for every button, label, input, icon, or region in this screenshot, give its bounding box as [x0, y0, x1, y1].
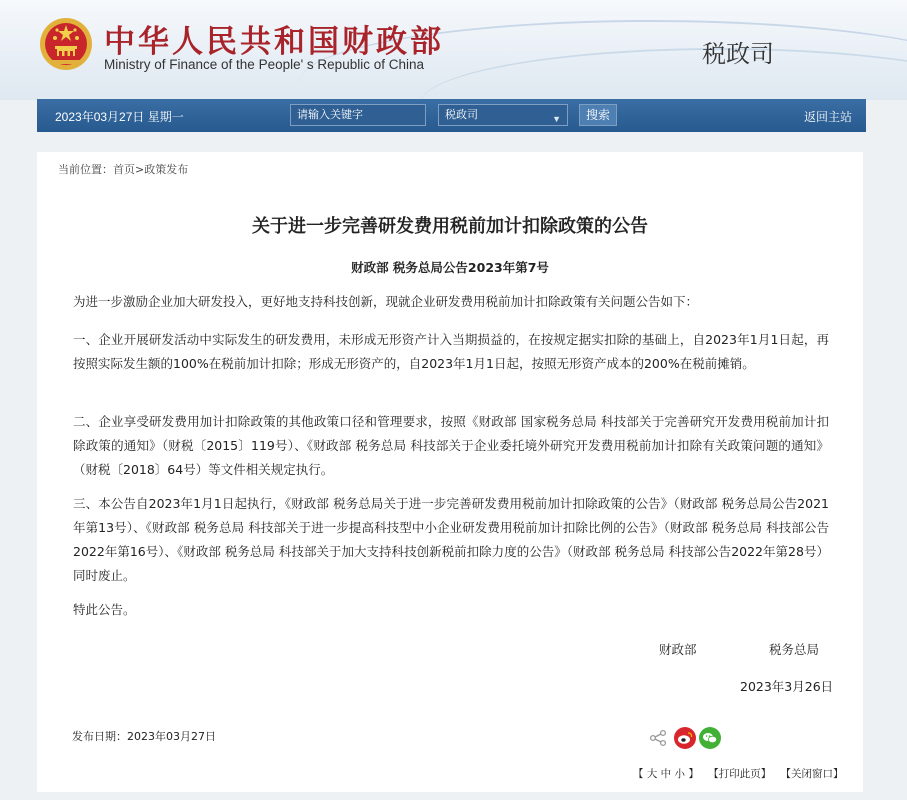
search-button[interactable]: 搜索: [579, 104, 617, 126]
share-icon[interactable]: [647, 727, 669, 749]
paragraph-3: 三、本公告自2023年1月1日起执行，《财政部 税务总局关于进一步完善研发费用税前加计扣除政策的公告》（财政部 税务总局公告2021年第13号）、《财政部 税务总局 科技部关于进一步提高科技型中小企业研发费用税前加计扣除比例的公告》（财政部 税务总局 科技部公告2022年第16号）、《财政部 税务总局 科技部关于加大支持科技创新税前扣除力度的公告》（财政部 税务总局 科技部公告2022年第28号）同时废止。: [73, 496, 829, 583]
article-panel: [37, 152, 863, 792]
weibo-icon[interactable]: [674, 727, 696, 749]
department-name: 税政司: [702, 40, 774, 68]
home-link[interactable]: 返回主站: [803, 110, 852, 124]
font-size-control[interactable]: 【 大 中 小 】: [633, 768, 699, 780]
department-select-value: 税政司: [445, 109, 478, 121]
publish-date: 发布日期：2023年03月27日: [72, 730, 216, 743]
breadcrumb[interactable]: 当前位置：首页>政策发布: [58, 163, 189, 176]
document-number: 财政部 税务总局公告2023年第7号: [351, 260, 549, 275]
paragraph-2: 二、企业享受研发费用加计扣除政策的其他政策口径和管理要求，按照《财政部 国家税务总局 科技部关于完善研究开发费用税前加计扣除政策的通知》（财税〔2015〕119号）、《财政部 税务总局 科技部关于企业委托境外研究开发费用税前加计扣除有关政策问题的通知》（财税〔2018〕64号）等文件相关规定执行。: [73, 414, 829, 477]
site-subtitle: Ministry of Finance of the People' s Republic of China: [104, 57, 424, 72]
page-tools: [633, 766, 850, 781]
site-header: [0, 0, 907, 100]
wechat-icon[interactable]: [699, 727, 721, 749]
department-select[interactable]: [438, 104, 568, 126]
top-navbar: [37, 99, 866, 132]
sign-date: 2023年3月26日: [740, 679, 834, 694]
signatory-mof: 财政部: [659, 642, 697, 657]
site-title: 中华人民共和国财政部: [104, 24, 444, 60]
document-title: 关于进一步完善研发费用税前加计扣除政策的公告: [252, 216, 648, 237]
current-date: 2023年03月27日 星期一: [55, 110, 184, 124]
intro-paragraph: 为进一步激励企业加大研发投入，更好地支持科技创新，现就企业研发费用税前加计扣除政策有关问题公告如下：: [73, 294, 699, 309]
national-emblem-icon: [38, 16, 94, 72]
close-window-link[interactable]: 【关闭窗口】: [780, 768, 844, 780]
search-input[interactable]: 请输入关键字: [290, 104, 426, 126]
signatory-sat: 税务总局: [769, 642, 820, 657]
closing-line: 特此公告。: [73, 602, 136, 617]
paragraph-1: 一、企业开展研发活动中实际发生的研发费用，未形成无形资产计入当期损益的，在按规定据实扣除的基础上，自2023年1月1日起，再按照实际发生额的100%在税前加计扣除；形成无形资产的，自2023年1月1日起，按照无形资产成本的200%在税前摊销。: [73, 332, 829, 371]
chevron-down-icon: ▼: [552, 114, 561, 124]
print-page-link[interactable]: 【打印此页】: [708, 768, 772, 780]
